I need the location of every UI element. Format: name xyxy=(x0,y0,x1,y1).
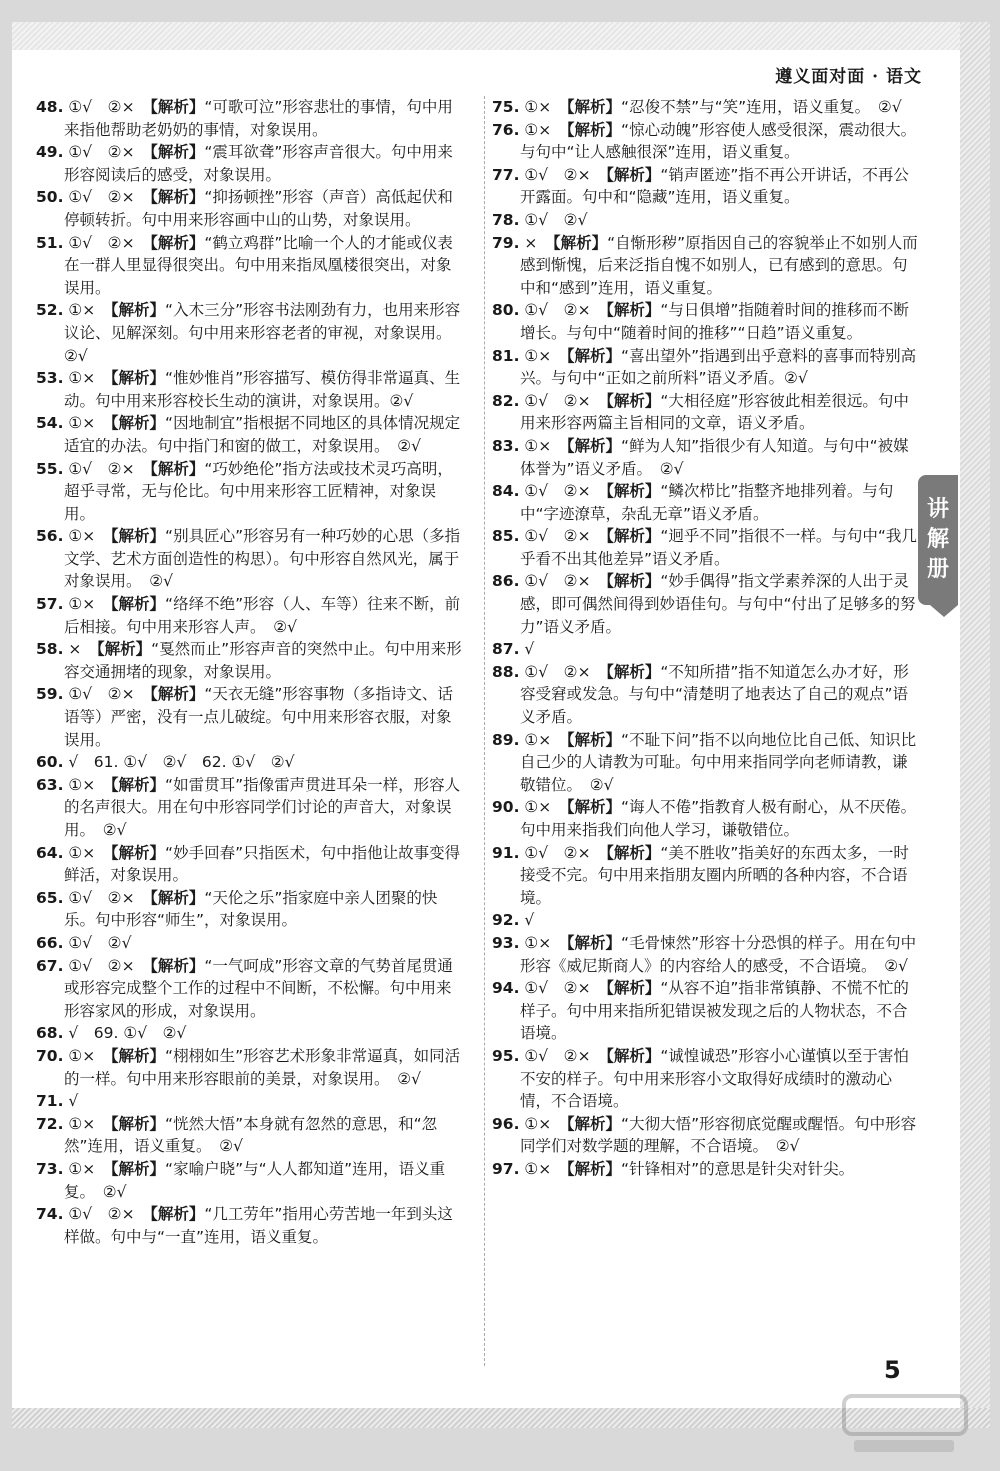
answer-marks: ①√ ②× xyxy=(63,459,151,478)
analysis-text: “惊心动魄”形容使人感受很深，震动很大。与句中“让人感触很深”连用，语义重复。 xyxy=(520,120,917,162)
answer-number: 96. xyxy=(492,1114,520,1133)
answer-number: 75. xyxy=(492,98,520,116)
answer-number: 78. xyxy=(492,210,520,229)
answer-number: 93. xyxy=(492,933,520,952)
answer-item xyxy=(36,186,466,231)
analysis-text: “鳞次栉比”指整齐地排列着。与句中“字迹潦草，杂乱无章”语义矛盾。 xyxy=(520,482,894,523)
answer-number: 60. xyxy=(36,753,64,772)
answer-item xyxy=(36,458,466,526)
answer-number: 97. xyxy=(492,1159,520,1178)
analysis-text: “栩栩如生”形容艺术形象非常逼真，如同活的一样。句中用来形容眼前的美景，对象误用。 ②√ xyxy=(64,1046,461,1088)
right-texture-band xyxy=(960,22,990,1422)
answer-marks: ①√ ②× xyxy=(63,143,151,162)
analysis-text: “络绎不绝”形容（人、车等）往来不断，前后相接。句中用来形容人声。 ②√ xyxy=(64,595,461,636)
answer-marks: ①× xyxy=(63,843,111,862)
answer-marks: ①√ ②× xyxy=(63,233,151,252)
analysis-tag: 【解析】 xyxy=(110,301,166,320)
analysis-text: “美不胜收”指美好的东西太多，一时接受不完。句中用来指朋友圈内所晒的各种内容，不合语境。 xyxy=(520,843,909,907)
analysis-tag: 【解析】 xyxy=(150,188,205,207)
analysis-tag: 【解析】 xyxy=(606,391,661,410)
answer-number: 82. xyxy=(492,391,520,410)
answer-item xyxy=(492,390,922,435)
analysis-tag: 【解析】 xyxy=(606,662,661,681)
answer-marks: √ xyxy=(519,911,535,930)
answer-item xyxy=(36,842,466,887)
answer-marks: ①× xyxy=(519,346,567,365)
header-title: 遵义面对面 · 语文 xyxy=(775,67,922,87)
answer-item xyxy=(492,164,922,209)
answer-item xyxy=(36,593,466,638)
analysis-tag: 【解析】 xyxy=(606,843,661,862)
answer-item xyxy=(36,299,466,367)
analysis-tag: 【解析】 xyxy=(150,459,205,478)
answer-marks: ①√ ②× xyxy=(63,1205,151,1224)
analysis-tag: 【解析】 xyxy=(110,1159,166,1178)
analysis-text: “诲人不倦”指教育人极有耐心，从不厌倦。句中用来指我们向他人学习，谦敬错位。 xyxy=(520,798,917,839)
answer-number: 80. xyxy=(492,301,520,320)
answer-number: 65. xyxy=(36,888,64,907)
answer-item xyxy=(492,977,922,1045)
answer-number: 85. xyxy=(492,527,520,546)
answer-number: 55. xyxy=(36,459,64,478)
answer-item xyxy=(36,232,466,300)
answer-number: 94. xyxy=(492,979,520,998)
analysis-text: “销声匿迹”指不再公开讲话，不再公开露面。句中和“隐藏”连用，语义重复。 xyxy=(520,165,909,207)
analysis-text: “别具匠心”形容另有一种巧妙的心思（多指文学、艺术方面创造性的构思）。句中形容自然风光，属于对象误用。 ②√ xyxy=(64,527,461,591)
answer-item xyxy=(492,796,922,841)
answer-marks: ①√ ②× xyxy=(63,98,151,116)
answer-item xyxy=(492,638,922,661)
answer-marks: ①× xyxy=(519,98,567,116)
answer-number: 76. xyxy=(492,120,520,139)
answer-number: 77. xyxy=(492,165,520,184)
answer-number: 64. xyxy=(36,843,64,862)
analysis-text: “家喻户晓”与“人人都知道”连用，语义重复。 ②√ xyxy=(64,1159,446,1201)
answer-number: 52. xyxy=(36,301,64,320)
answer-number: 91. xyxy=(492,843,520,862)
answer-marks: ①√ ②× xyxy=(63,956,151,975)
analysis-text: “诚惶诚恐”形容小心谨慎以至于害怕不安的样子。句中用来形容小文取得好成绩时的激动心情，不合语境。 xyxy=(520,1046,909,1111)
answer-marks: √ xyxy=(63,753,94,772)
answer-marks: ①× xyxy=(519,730,567,749)
analysis-text: “抑扬顿挫”形容（声音）高低起伏和停顿转折。句中用来形容画中山的山势，对象误用。 xyxy=(64,188,453,229)
answer-item xyxy=(36,1090,466,1113)
analysis-tag: 【解析】 xyxy=(150,98,205,116)
analysis-text: “巧妙绝伦”指方法或技术灵巧高明，超乎寻常，无与伦比。句中用来形容工匠精神，对象误用。 xyxy=(64,459,453,523)
answer-number: 79. xyxy=(492,233,520,252)
answer-marks: √ xyxy=(63,1092,79,1111)
answer-item xyxy=(36,955,466,1023)
analysis-tag: 【解析】 xyxy=(110,595,166,614)
analysis-tag: 【解析】 xyxy=(150,685,205,704)
analysis-tag: 【解析】 xyxy=(566,346,622,365)
answer-marks: ①√ ②× xyxy=(519,1046,607,1065)
answer-number: 56. xyxy=(36,527,64,546)
answer-item xyxy=(492,232,922,300)
answer-number: 73. xyxy=(36,1159,64,1178)
analysis-tag: 【解析】 xyxy=(150,956,205,975)
answer-item xyxy=(492,570,922,638)
answer-item xyxy=(492,932,922,977)
side-tab-pointer xyxy=(930,605,958,617)
analysis-tag: 【解析】 xyxy=(606,527,661,546)
analysis-text: “可歌可泣”形容悲壮的事情，句中用来指他帮助老奶奶的事情，对象误用。 xyxy=(64,98,453,139)
side-tab-char: 册 xyxy=(926,557,949,582)
answer-item xyxy=(492,435,922,480)
answer-number: 81. xyxy=(492,346,520,365)
answer-item xyxy=(36,367,466,412)
analysis-tag: 【解析】 xyxy=(110,775,166,794)
side-tab-lecture-book xyxy=(918,475,958,605)
answer-marks: ①√ ②× xyxy=(63,888,151,907)
answer-number: 67. xyxy=(36,956,64,975)
answer-number: 54. xyxy=(36,414,64,433)
answer-marks: ①√ ②√ xyxy=(519,210,588,229)
answer-item xyxy=(492,525,922,570)
answer-number: 83. xyxy=(492,436,520,455)
answer-marks: ①√ ②× xyxy=(519,979,607,998)
analysis-tag: 【解析】 xyxy=(606,301,661,320)
analysis-text: “妙手回春”只指医术，句中指他让故事变得鲜活，对象误用。 xyxy=(64,843,461,885)
answer-item xyxy=(492,1045,922,1113)
answer-item xyxy=(492,119,922,164)
answer-number: 57. xyxy=(36,595,64,614)
analysis-text: “因地制宜”指根据不同地区的具体情况规定适宜的办法。句中指门和窗的做工，对象误用。 ②√ xyxy=(64,414,461,455)
answer-marks: ①√ ②× xyxy=(519,662,607,681)
analysis-tag: 【解析】 xyxy=(110,843,166,862)
analysis-tag: 【解析】 xyxy=(150,1205,205,1224)
analysis-text: “毛骨悚然”形容十分恐惧的样子。用在句中形容《威尼斯商人》的内容给人的感受，不合语境。 ②√ xyxy=(520,933,917,975)
answer-marks: ①√ ②× xyxy=(63,188,151,207)
answer-marks: ①√ ②× xyxy=(519,165,607,184)
analysis-text: “入木三分”形容书法刚劲有力，也用来形容议论、见解深刻。句中用来形容老者的审视，对象误用。 ②√ xyxy=(64,301,461,365)
answer-marks: ①× xyxy=(63,527,111,546)
answer-item xyxy=(492,299,922,344)
answer-marks: ①× xyxy=(519,120,567,139)
answer-marks: ①× xyxy=(519,436,567,455)
analysis-tag: 【解析】 xyxy=(566,1114,622,1133)
answer-item xyxy=(492,661,922,729)
answer-item xyxy=(36,1203,466,1248)
answer-item xyxy=(492,209,922,232)
analysis-tag: 【解析】 xyxy=(110,1046,166,1065)
analysis-tag: 【解析】 xyxy=(552,233,608,252)
analysis-text: 61. ①√ ②√ 62. ①√ ②√ xyxy=(93,753,295,772)
answer-marks: √ xyxy=(519,640,535,659)
answer-item xyxy=(36,1022,466,1045)
answer-number: 92. xyxy=(492,911,520,930)
answer-item xyxy=(36,96,466,141)
answer-item xyxy=(36,774,466,842)
answer-number: 72. xyxy=(36,1114,64,1133)
answer-item xyxy=(492,1158,922,1181)
answer-marks: ①√ ②× xyxy=(519,301,607,320)
answer-item xyxy=(492,480,922,525)
answer-number: 87. xyxy=(492,640,520,659)
answer-marks: × xyxy=(519,233,553,252)
answer-marks: ①× xyxy=(519,1159,567,1178)
answer-number: 63. xyxy=(36,775,64,794)
analysis-tag: 【解析】 xyxy=(150,888,205,907)
analysis-tag: 【解析】 xyxy=(606,1046,661,1065)
answer-marks: ①√ ②√ xyxy=(63,933,132,952)
analysis-text: “忍俊不禁”与“笑”连用，语义重复。 ②√ xyxy=(621,98,902,116)
answer-item xyxy=(36,1045,466,1090)
answer-marks: ①√ ②× xyxy=(519,391,607,410)
answer-item xyxy=(36,751,466,774)
analysis-text: “天衣无缝”形容事物（多指诗文、话语等）严密，没有一点儿破绽。句中用来形容衣服，对象误用。 xyxy=(64,685,453,749)
analysis-tag: 【解析】 xyxy=(110,1114,166,1133)
analysis-text: “戛然而止”形容声音的突然中止。句中用来形容交通拥堵的现象，对象误用。 xyxy=(64,640,462,681)
analysis-tag: 【解析】 xyxy=(606,572,661,591)
page-number: 5 xyxy=(884,1356,901,1384)
answer-item xyxy=(36,1113,466,1158)
answer-item xyxy=(492,909,922,932)
analysis-tag: 【解析】 xyxy=(566,730,622,749)
analysis-text: “大相径庭”形容彼此相差很远。句中用来形容两篇主旨相同的文章，语义矛盾。 xyxy=(520,391,909,433)
analysis-text: “鹤立鸡群”比喻一个人的才能或仪表在一群人里显得很突出。句中用来指凤凰楼很突出，对象误用。 xyxy=(64,233,453,297)
analysis-text: “迥乎不同”指很不一样。与句中“我几乎看不出其他差异”语义矛盾。 xyxy=(520,527,917,568)
answer-marks: ①√ ②× xyxy=(519,572,607,591)
answer-item xyxy=(36,887,466,932)
answer-number: 66. xyxy=(36,933,64,952)
answer-number: 59. xyxy=(36,685,64,704)
answer-item xyxy=(36,412,466,457)
analysis-text: “从容不迫”指非常镇静、不慌不忙的样子。句中用来指所犯错误被发现之后的人物状态，不合语境。 xyxy=(520,979,909,1043)
side-tab-char: 解 xyxy=(926,527,949,552)
answer-number: 71. xyxy=(36,1092,64,1111)
analysis-tag: 【解析】 xyxy=(566,933,622,952)
answer-item xyxy=(36,525,466,593)
answer-number: 51. xyxy=(36,233,64,252)
analysis-text: “几工劳年”指用心劳苦地一年到头这样做。句中与“一直”连用，语义重复。 xyxy=(64,1205,453,1246)
analysis-text: “不知所措”指不知道怎么办才好，形容受窘或发急。与句中“清楚明了地表达了自己的观点”语义矛盾。 xyxy=(520,662,909,727)
left-answer-column xyxy=(36,96,466,1248)
column-divider xyxy=(484,96,485,1366)
answer-marks: ①× xyxy=(519,933,567,952)
answer-marks: ①× xyxy=(63,775,111,794)
analysis-text: “大彻大悟”形容彻底觉醒或醒悟。句中形容同学们对数学题的理解，不合语境。 ②√ xyxy=(520,1114,917,1156)
answer-marks: × xyxy=(63,640,97,659)
analysis-text: “自惭形秽”原指因自己的容貌举止不如别人而感到惭愧，后来泛指自愧不如别人，已有感到的意思。句中和“感到”连用，语义重复。 xyxy=(520,233,918,297)
analysis-tag: 【解析】 xyxy=(96,640,152,659)
analysis-text: “震耳欲聋”形容声音很大。句中用来形容阅读后的感受，对象误用。 xyxy=(64,143,453,184)
answer-marks: ①√ ②× xyxy=(519,843,607,862)
answer-marks: ①× xyxy=(63,1046,111,1065)
analysis-tag: 【解析】 xyxy=(566,120,622,139)
answer-marks: √ xyxy=(63,1024,94,1043)
answer-marks: ①√ ②× xyxy=(519,482,607,501)
analysis-tag: 【解析】 xyxy=(566,798,622,817)
answer-marks: ①√ ②× xyxy=(63,685,151,704)
answer-number: 58. xyxy=(36,640,64,659)
analysis-text: “如雷贯耳”指像雷声贯进耳朵一样，形容人的名声很大。用在句中形容同学们讨论的声音大，对象误用。 ②√ xyxy=(64,775,461,839)
analysis-text: “天伦之乐”指家庭中亲人团聚的快乐。句中形容“师生”，对象误用。 xyxy=(64,888,438,930)
analysis-text: “针锋相对”的意思是针尖对针尖。 xyxy=(621,1159,855,1178)
answer-marks: ①× xyxy=(519,1114,567,1133)
analysis-text: “一气呵成”形容文章的气势首尾贯通或形容完成整个工作的过程中不间断，不松懈。句中用来形容家风的形成，对象误用。 xyxy=(64,956,453,1020)
analysis-tag: 【解析】 xyxy=(606,482,661,501)
answer-item xyxy=(36,1158,466,1203)
answer-item xyxy=(492,1113,922,1158)
answer-number: 70. xyxy=(36,1046,64,1065)
answer-number: 49. xyxy=(36,143,64,162)
answer-item xyxy=(36,638,466,683)
answer-marks: ①√ ②× xyxy=(519,527,607,546)
answer-number: 95. xyxy=(492,1046,520,1065)
answer-item xyxy=(492,842,922,910)
analysis-tag: 【解析】 xyxy=(566,1159,622,1178)
answer-marks: ①× xyxy=(63,1159,111,1178)
answer-number: 88. xyxy=(492,662,520,681)
analysis-text: “恍然大悟”本身就有忽然的意思，和“忽然”连用，语义重复。 ②√ xyxy=(64,1114,438,1156)
answer-marks: ①× xyxy=(63,301,111,320)
analysis-tag: 【解析】 xyxy=(110,527,166,546)
answer-number: 50. xyxy=(36,188,64,207)
answer-marks: ①× xyxy=(519,798,567,817)
answer-number: 53. xyxy=(36,369,64,388)
analysis-text: 69. ①√ ②√ xyxy=(93,1024,187,1043)
watermark-logo-icon xyxy=(840,1388,970,1458)
analysis-tag: 【解析】 xyxy=(150,233,205,252)
answer-item xyxy=(36,932,466,955)
analysis-text: “不耻下问”指不以向地位比自己低、知识比自己少的人请教为可耻。句中用来指同学向老师请教，谦敬错位。 ②√ xyxy=(520,730,917,794)
answer-item xyxy=(492,96,922,119)
answer-item xyxy=(36,141,466,186)
answer-number: 84. xyxy=(492,482,520,501)
answer-item xyxy=(492,345,922,390)
answer-marks: ①× xyxy=(63,1114,111,1133)
answer-number: 74. xyxy=(36,1205,64,1224)
analysis-text: “妙手偶得”指文学素养深的人出于灵感，即可偶然间得到妙语佳句。与句中“付出了足够多的努力”语义矛盾。 xyxy=(520,572,916,636)
answer-number: 48. xyxy=(36,98,64,116)
analysis-tag: 【解析】 xyxy=(566,436,622,455)
analysis-tag: 【解析】 xyxy=(150,143,205,162)
answer-marks: ①× xyxy=(63,369,111,388)
answer-number: 89. xyxy=(492,730,520,749)
analysis-tag: 【解析】 xyxy=(110,414,166,433)
answer-marks: ①× xyxy=(63,595,111,614)
analysis-text: “惟妙惟肖”形容描写、模仿得非常逼真、生动。句中用来形容校长生动的演讲，对象误用。②√ xyxy=(64,369,461,410)
analysis-text: “鲜为人知”指很少有人知道。与句中“被媒体誉为”语义矛盾。 ②√ xyxy=(520,436,909,478)
analysis-tag: 【解析】 xyxy=(110,369,166,388)
answer-number: 90. xyxy=(492,798,520,817)
answer-marks: ①× xyxy=(63,414,111,433)
analysis-tag: 【解析】 xyxy=(566,98,622,116)
side-tab-char: 讲 xyxy=(926,497,949,522)
analysis-text: “喜出望外”指遇到出乎意料的喜事而特别高兴。与句中“正如之前所料”语义矛盾。②√ xyxy=(520,346,917,388)
answer-number: 86. xyxy=(492,572,520,591)
answer-item xyxy=(36,683,466,751)
analysis-tag: 【解析】 xyxy=(606,165,661,184)
right-answer-column xyxy=(492,96,922,1181)
top-texture-band xyxy=(12,22,990,50)
answer-item xyxy=(492,729,922,797)
answer-number: 68. xyxy=(36,1024,64,1043)
analysis-tag: 【解析】 xyxy=(606,979,661,998)
analysis-text: “与日俱增”指随着时间的推移而不断增长。与句中“随着时间的推移”“日趋”语义重复。 xyxy=(520,301,909,342)
